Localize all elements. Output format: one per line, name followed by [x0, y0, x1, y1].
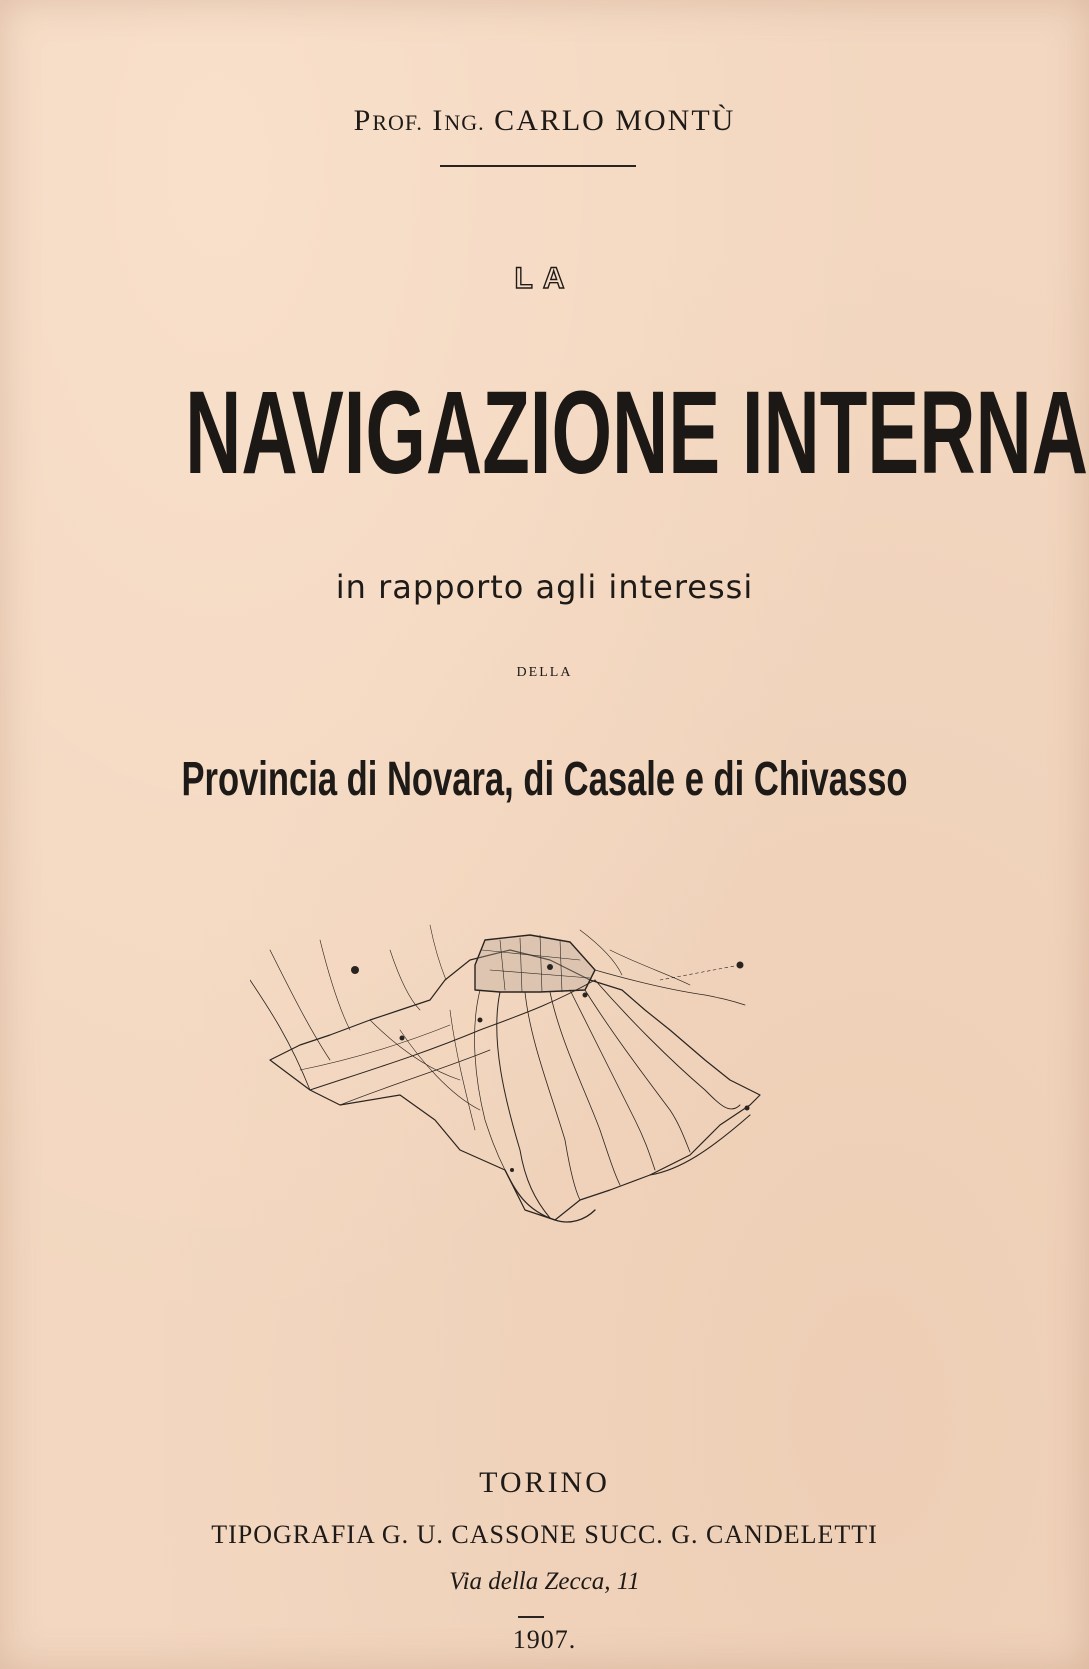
- subtitle: in rapporto agli interessi: [335, 568, 754, 606]
- main-title: NAVIGAZIONE INTERNA: [185, 367, 1088, 499]
- title-article: LA: [514, 262, 575, 295]
- imprint-address: Via della Zecca, 11: [449, 1568, 640, 1595]
- author-prefix-initial-p: P: [353, 104, 373, 137]
- title-connector: DELLA: [516, 665, 573, 680]
- author-divider: [440, 165, 636, 167]
- author-line: [0, 104, 1089, 138]
- title-place: Provincia di Novara, di Casale e di Chivasso: [181, 753, 908, 806]
- map-illustration: [250, 920, 810, 1250]
- imprint-year: 1907.: [512, 1625, 577, 1654]
- imprint-divider: [518, 1616, 544, 1618]
- imprint-printer: TIPOGRAFIA G. U. CASSONE SUCC. G. CANDELETTI: [211, 1520, 878, 1549]
- author-prefix-ng: NG.: [444, 110, 485, 135]
- imprint-city: TORINO: [479, 1466, 610, 1499]
- author-name: CARLO MONTÙ: [494, 104, 736, 137]
- author-prefix-rof: ROF.: [372, 110, 423, 135]
- author-prefix-initial-i: I: [432, 104, 445, 137]
